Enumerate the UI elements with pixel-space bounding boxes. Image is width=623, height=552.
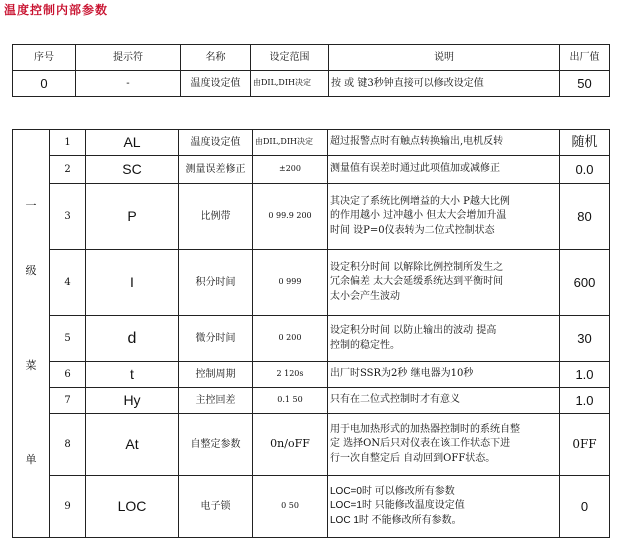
row-range: 0 99.9 200 [253, 184, 328, 250]
row-description: 超过报警点时有触点转换输出,电机反转 [328, 130, 560, 156]
row-name: 自整定参数 [179, 414, 253, 476]
row-description: 测量值有误差时通过此项值加或减修正 [328, 156, 560, 184]
row-description: 设定积分时间 以防止输出的波动 提高 控制的稳定性。 [328, 316, 560, 362]
row-code: At [86, 414, 179, 476]
row-no: 1 [50, 130, 86, 156]
top-parameter-table [12, 44, 610, 97]
header-prompt: 提示符 [76, 45, 181, 71]
row-code: t [86, 362, 179, 388]
menu-char: 单 [25, 453, 37, 467]
row-code: d [86, 316, 179, 362]
row-prompt: - [76, 71, 181, 97]
row-range: 由DIL,DIH决定 [253, 130, 328, 156]
row-default: 50 [560, 71, 610, 97]
row-default: 1.0 [560, 362, 610, 388]
row-no: 4 [50, 250, 86, 316]
row-no: 3 [50, 184, 86, 250]
header-range: 设定范围 [251, 45, 329, 71]
row-range: 2 120s [253, 362, 328, 388]
row-no: 8 [50, 414, 86, 476]
row-no: 9 [50, 476, 86, 538]
page-title: 温度控制内部参数 [4, 3, 109, 17]
menu-label-cell [13, 130, 50, 538]
row-range: 0n/oFF [253, 414, 328, 476]
row-code: AL [86, 130, 179, 156]
row-code: P [86, 184, 179, 250]
row-no: 2 [50, 156, 86, 184]
row-description: 出厂时SSR为2秒 继电器为10秒 [328, 362, 560, 388]
header-name: 名称 [181, 45, 251, 71]
row-no: 5 [50, 316, 86, 362]
row-default: 30 [560, 316, 610, 362]
row-default: 0FF [560, 414, 610, 476]
row-code: LOC [86, 476, 179, 538]
row-no: 0 [13, 71, 76, 97]
row-no: 6 [50, 362, 86, 388]
row-default: 随机 [560, 130, 610, 156]
header-no: 序号 [13, 45, 76, 71]
row-description: 只有在二位式控制时才有意义 [328, 388, 560, 414]
row-code: Hy [86, 388, 179, 414]
header-default: 出厂值 [560, 45, 610, 71]
row-no: 7 [50, 388, 86, 414]
row-name: 积分时间 [179, 250, 253, 316]
row-description: 其决定了系统比例增益的大小 P越大比例 的作用越小 过冲越小 但太大会增加升温 时间 设P=0仪表转为二位式控制状态 [328, 184, 560, 250]
row-range: 0 200 [253, 316, 328, 362]
row-name: 温度设定值 [181, 71, 251, 97]
row-name: 主控回差 [179, 388, 253, 414]
row-code: SC [86, 156, 179, 184]
header-description: 说明 [329, 45, 560, 71]
row-default: 0.0 [560, 156, 610, 184]
row-range: ±200 [253, 156, 328, 184]
row-name: 微分时间 [179, 316, 253, 362]
row-name: 温度设定值 [179, 130, 253, 156]
row-default: 80 [560, 184, 610, 250]
row-description: LOC=0时 可以修改所有参数 LOC=1时 只能修改温度设定值 LOC 1时 不能修改所有参数。 [328, 476, 560, 538]
row-range: 0.1 50 [253, 388, 328, 414]
row-description: 按 或 键3秒钟直接可以修改设定值 [329, 71, 560, 97]
menu-char: 菜 [25, 358, 37, 372]
row-default: 600 [560, 250, 610, 316]
row-range: 0 50 [253, 476, 328, 538]
row-default: 1.0 [560, 388, 610, 414]
row-name: 比例带 [179, 184, 253, 250]
menu-char: 级 [25, 263, 37, 277]
menu-char: 一 [25, 198, 37, 212]
menu-parameter-table [12, 129, 610, 538]
row-description: 设定积分时间 以解除比例控制所发生之 冗余偏差 太大会延缓系统达到平衡时间 太小会产生波动 [328, 250, 560, 316]
row-code: I [86, 250, 179, 316]
row-default: 0 [560, 476, 610, 538]
row-name: 测量误差修正 [179, 156, 253, 184]
row-range: 由DIL,DIH决定 [251, 71, 329, 97]
row-name: 电子锁 [179, 476, 253, 538]
row-range: 0 999 [253, 250, 328, 316]
row-description: 用于电加热形式的加热器控制时的系统自整 定 选择ON后只对仪表在该工作状态下进 行一次自整定后 自动回到OFF状态。 [328, 414, 560, 476]
row-name: 控制周期 [179, 362, 253, 388]
